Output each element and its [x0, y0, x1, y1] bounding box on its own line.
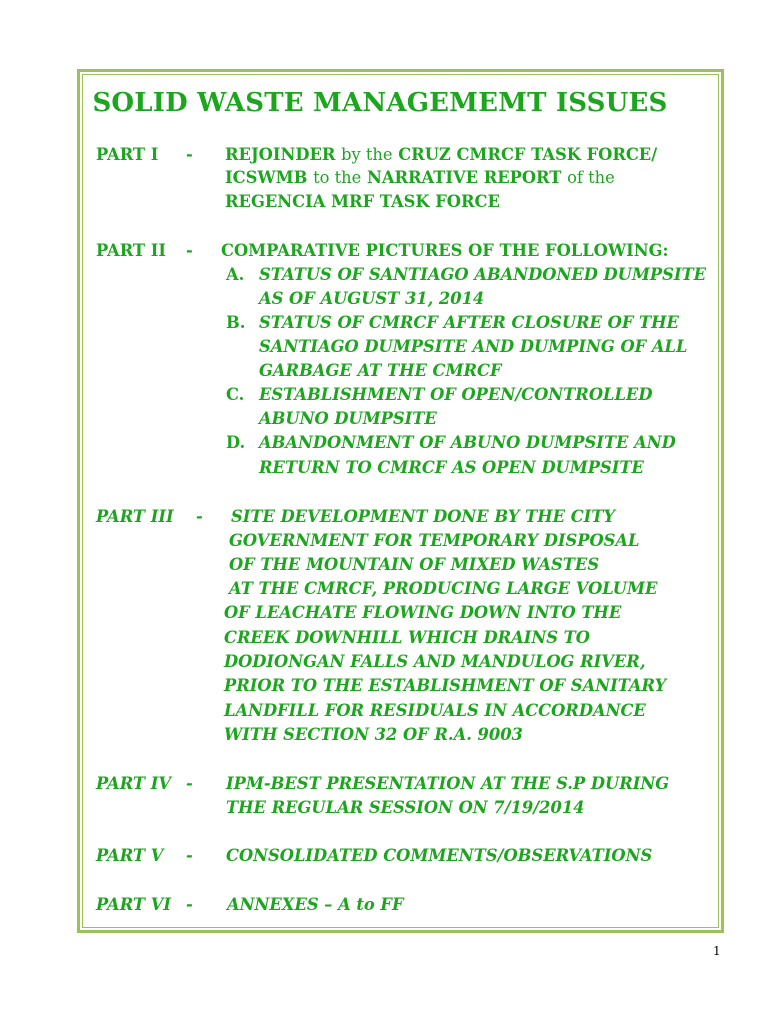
part3-line9: LANDFILL FOR RESIDUALS IN ACCORDANCE	[224, 701, 646, 720]
part3-dash: -	[196, 507, 203, 526]
part1-task-force: CRUZ CMRCF TASK FORCE/	[398, 145, 658, 164]
part1-rejoinder: REJOINDER	[225, 145, 336, 164]
document-title: SOLID WASTE MANAGEMEMT ISSUES	[92, 88, 668, 118]
part6-label: PART VI	[96, 895, 171, 914]
part3-line3: OF THE MOUNTAIN OF MIXED WASTES	[229, 555, 600, 574]
part2-item-b-letter: B.	[226, 313, 246, 332]
part2-dash: -	[186, 241, 193, 260]
part3-line10: WITH SECTION 32 OF R.A. 9003	[224, 725, 523, 744]
part2-item-d-letter: D.	[226, 433, 246, 452]
part2-item-c-letter: C.	[226, 385, 245, 404]
part1-narrative-report: NARRATIVE REPORT	[366, 168, 562, 187]
part6-text: ANNEXES – A to FF	[227, 895, 404, 914]
part4-line2: THE REGULAR SESSION ON 7/19/2014	[226, 798, 585, 817]
part5-text: CONSOLIDATED COMMENTS/OBSERVATIONS	[226, 846, 653, 865]
part3-line6: CREEK DOWNHILL WHICH DRAINS TO	[224, 628, 590, 647]
part2-item-a-line2: AS OF AUGUST 31, 2014	[259, 289, 485, 308]
page-number: 1	[713, 944, 721, 958]
part5-label: PART V	[96, 846, 164, 865]
part1-line3: REGENCIA MRF TASK FORCE	[225, 192, 500, 211]
part3-line1: SITE DEVELOPMENT DONE BY THE CITY	[231, 507, 616, 526]
part2-item-d-line1: ABANDONMENT OF ABUNO DUMPSITE AND	[259, 433, 676, 452]
part3-label: PART III	[96, 507, 174, 526]
part1-dash: -	[186, 145, 193, 164]
part2-item-d-line2: RETURN TO CMRCF AS OPEN DUMPSITE	[259, 458, 644, 477]
part2-label: PART II	[96, 241, 166, 260]
part1-line2	[225, 168, 615, 188]
part1-icswmb: ICSWMB	[225, 168, 308, 187]
part2-item-c-line1: ESTABLISHMENT OF OPEN/CONTROLLED	[259, 385, 653, 404]
part2-item-b-line2: SANTIAGO DUMPSITE AND DUMPING OF ALL	[259, 337, 688, 356]
part2-item-c-line2: ABUNO DUMPSITE	[259, 409, 437, 428]
part4-label: PART IV	[96, 774, 171, 793]
part4-line1: IPM-BEST PRESENTATION AT THE S.P DURING	[226, 774, 670, 793]
part5-dash: -	[186, 846, 193, 865]
part1-to-the: to the	[313, 168, 362, 187]
part3-line8: PRIOR TO THE ESTABLISHMENT OF SANITARY	[224, 676, 667, 695]
part1-by-the: by the	[341, 145, 393, 164]
part3-line7: DODIONGAN FALLS AND MANDULOG RIVER,	[224, 652, 646, 671]
part2-item-a-line1: STATUS OF SANTIAGO ABANDONED DUMPSITE	[259, 265, 707, 284]
part1-label: PART I	[96, 145, 159, 164]
part2-item-a-letter: A.	[226, 265, 245, 284]
part1-of-the: of the	[567, 168, 615, 187]
part3-line4: AT THE CMRCF, PRODUCING LARGE VOLUME	[229, 579, 658, 598]
part3-line2: GOVERNMENT FOR TEMPORARY DISPOSAL	[229, 531, 640, 550]
part3-line5: OF LEACHATE FLOWING DOWN INTO THE	[224, 603, 622, 622]
part2-heading: COMPARATIVE PICTURES OF THE FOLLOWING:	[221, 241, 669, 260]
part4-dash: -	[186, 774, 193, 793]
part1-line1	[225, 145, 657, 165]
part6-dash: -	[186, 895, 193, 914]
part2-item-b-line1: STATUS OF CMRCF AFTER CLOSURE OF THE	[259, 313, 679, 332]
part2-item-b-line3: GARBAGE AT THE CMRCF	[259, 361, 502, 380]
